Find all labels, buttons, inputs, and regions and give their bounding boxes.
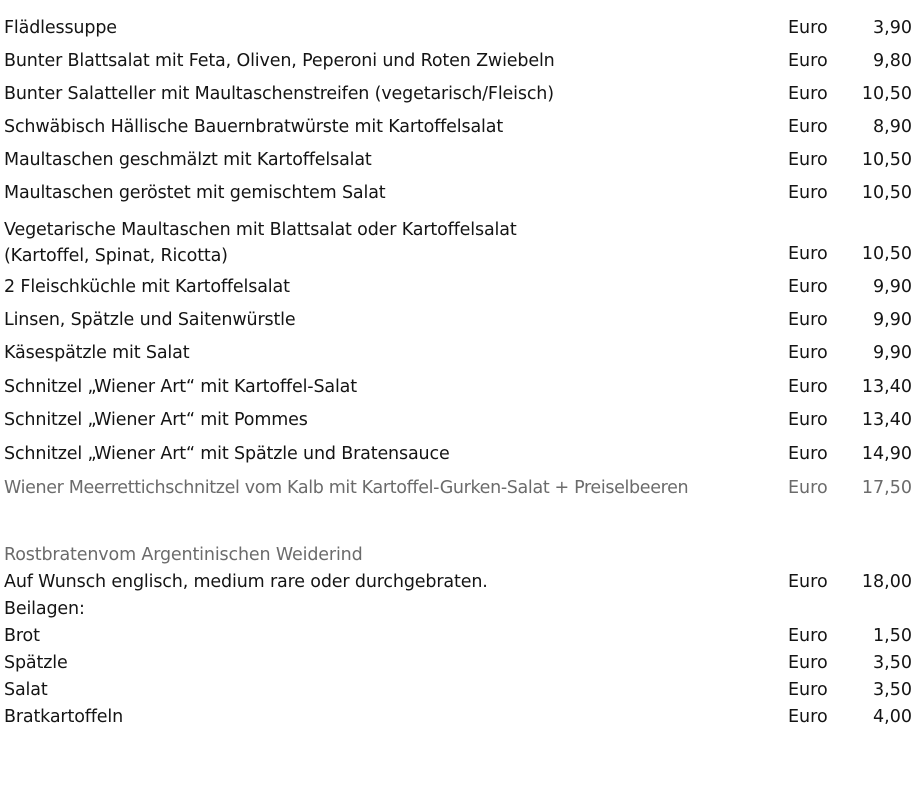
dish-name-line2: (Kartoffel, Spinat, Ricotta) — [4, 246, 228, 266]
currency-label: Euro — [788, 653, 828, 673]
dish-name: Schnitzel „Wiener Art“ mit Kartoffel-Salat — [4, 377, 357, 397]
menu-item — [0, 111, 920, 144]
side-name: Salat — [4, 680, 48, 700]
side-item — [0, 704, 920, 731]
dish-price: 8,90 — [873, 117, 912, 137]
dish-name: Linsen, Spätzle und Saitenwürstle — [4, 310, 296, 330]
dish-price: 10,50 — [861, 150, 912, 170]
menu-item — [0, 304, 920, 337]
menu-item — [0, 177, 920, 210]
currency-label: Euro — [788, 150, 828, 170]
side-price: 1,50 — [873, 626, 912, 646]
dish-price: 17,50 — [861, 478, 912, 498]
side-name: Brot — [4, 626, 40, 646]
dish-name: Flädlessuppe — [4, 18, 117, 38]
dish-name-line1: Vegetarische Maultaschen mit Blattsalat oder Kartoffelsalat — [4, 220, 517, 240]
currency-label: Euro — [788, 277, 828, 297]
side-price: 4,00 — [873, 707, 912, 727]
currency-label: Euro — [788, 117, 828, 137]
dish-price: 14,90 — [861, 444, 912, 464]
side-name: Spätzle — [4, 653, 68, 673]
menu-item — [0, 144, 920, 177]
currency-label: Euro — [788, 572, 828, 592]
dish-price: 9,90 — [873, 310, 912, 330]
dish-price: 10,50 — [861, 84, 912, 104]
side-item — [0, 650, 920, 677]
currency-label: Euro — [788, 310, 828, 330]
currency-label: Euro — [788, 377, 828, 397]
dish-price: 10,50 — [861, 183, 912, 203]
currency-label: Euro — [788, 410, 828, 430]
section-heading: Rostbratenvom Argentinischen Weiderind — [4, 545, 363, 565]
dish-price: 13,40 — [861, 410, 912, 430]
currency-label: Euro — [788, 244, 828, 264]
dish-description: Auf Wunsch englisch, medium rare oder durchgebraten. — [4, 572, 488, 592]
dish-price: 9,90 — [873, 343, 912, 363]
dish-price: 10,50 — [861, 244, 912, 264]
dish-name: Maultaschen geröstet mit gemischtem Salat — [4, 183, 386, 203]
menu-item — [0, 12, 920, 45]
side-name: Bratkartoffeln — [4, 707, 124, 727]
currency-label: Euro — [788, 478, 828, 498]
dish-price: 9,90 — [873, 277, 912, 297]
side-price: 3,50 — [873, 653, 912, 673]
dish-price: 13,40 — [861, 377, 912, 397]
menu-item — [0, 371, 920, 404]
side-item — [0, 623, 920, 650]
menu-item — [0, 213, 920, 271]
menu-item — [0, 404, 920, 437]
dish-price: 18,00 — [861, 572, 912, 592]
dish-name: 2 Fleischküchle mit Kartoffelsalat — [4, 277, 290, 297]
menu-item — [0, 337, 920, 370]
currency-label: Euro — [788, 707, 828, 727]
dish-name: Schnitzel „Wiener Art“ mit Spätzle und Bratensauce — [4, 444, 450, 464]
side-price: 3,50 — [873, 680, 912, 700]
currency-label: Euro — [788, 626, 828, 646]
dish-name: Schnitzel „Wiener Art“ mit Pommes — [4, 410, 308, 430]
dish-name: Schwäbisch Hällische Bauernbratwürste mit Kartoffelsalat — [4, 117, 504, 137]
dish-price: 9,80 — [873, 51, 912, 71]
sides-label: Beilagen: — [4, 599, 85, 619]
menu-item-special — [0, 472, 920, 505]
menu-item — [0, 78, 920, 111]
side-item — [0, 677, 920, 704]
currency-label: Euro — [788, 680, 828, 700]
dish-name: Käsespätzle mit Salat — [4, 343, 190, 363]
dish-name: Maultaschen geschmälzt mit Kartoffelsalat — [4, 150, 372, 170]
menu-item — [0, 569, 920, 596]
currency-label: Euro — [788, 444, 828, 464]
menu-item — [0, 45, 920, 78]
menu-item — [0, 271, 920, 304]
dish-name: Wiener Meerrettichschnitzel vom Kalb mit Kartoffel-Gurken-Salat + Preiselbeeren — [4, 478, 689, 498]
currency-label: Euro — [788, 343, 828, 363]
currency-label: Euro — [788, 84, 828, 104]
dish-name — [4, 217, 764, 269]
currency-label: Euro — [788, 183, 828, 203]
dish-price: 3,90 — [873, 18, 912, 38]
currency-label: Euro — [788, 51, 828, 71]
menu-item — [0, 438, 920, 471]
dish-name: Bunter Blattsalat mit Feta, Oliven, Peperoni und Roten Zwiebeln — [4, 51, 555, 71]
currency-label: Euro — [788, 18, 828, 38]
dish-name: Bunter Salatteller mit Maultaschenstreifen (vegetarisch/Fleisch) — [4, 84, 554, 104]
